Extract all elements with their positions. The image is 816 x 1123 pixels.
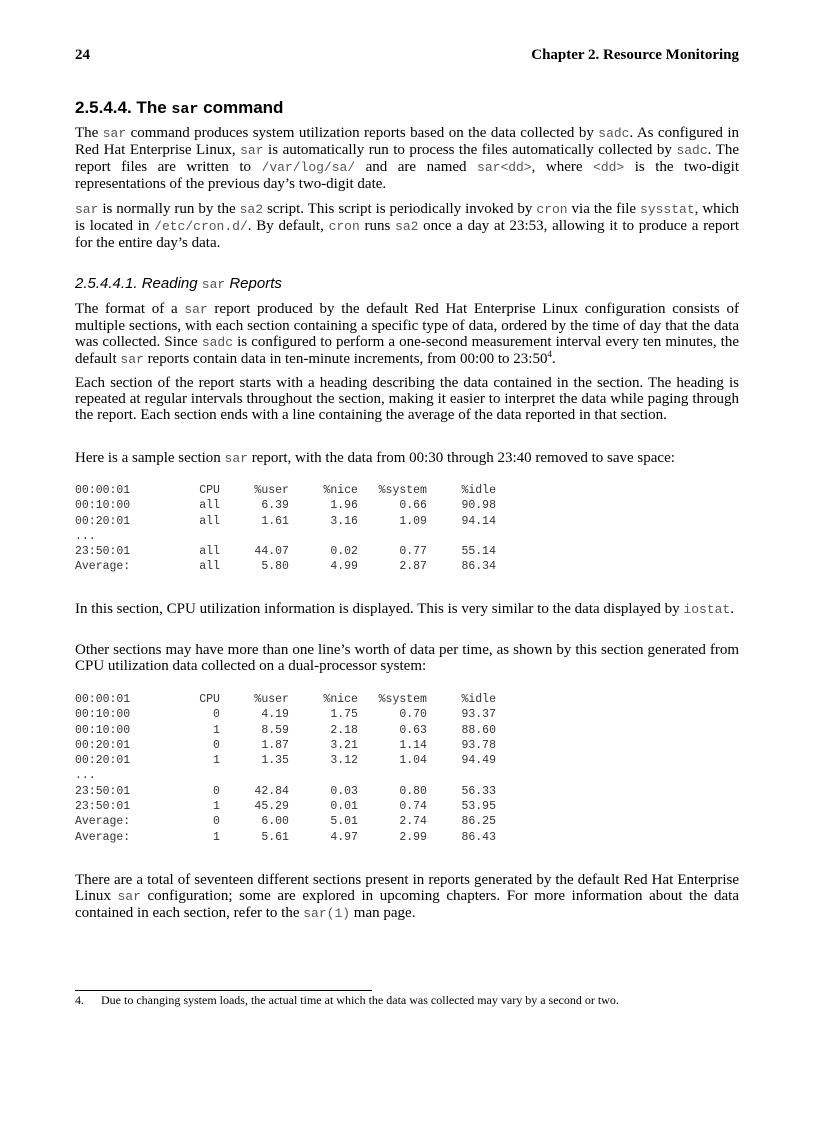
footnote-number: 4. bbox=[75, 993, 84, 1007]
running-header bbox=[75, 47, 739, 67]
paragraph-cpu-util: In this section, CPU utilization information is displayed. This is very similar to the data displayed by iostat. bbox=[75, 601, 734, 617]
paragraph-section-heading: Each section of the report starts with a heading describing the data contained in the section. The heading is repeated at regular intervals throughout the section, making it easier to interpret the data while paging through the report. Each section ends with a line containing the average of the data reported in that section. bbox=[75, 375, 739, 423]
footnote-ref: 4 bbox=[547, 349, 552, 359]
subsection-heading: 2.5.4.4.1. Reading sar Reports bbox=[75, 275, 282, 292]
chapter-title: Chapter 2. Resource Monitoring bbox=[531, 47, 739, 63]
page-number: 24 bbox=[75, 47, 90, 63]
paragraph-seventeen-sections: There are a total of seventeen different sections present in reports generated by the default Red Hat Enterprise Linux sar configuration; some are explored in upcoming chapters. For more information about the data contained in each section, refer to the sar(1) man page. bbox=[75, 872, 739, 921]
paragraph-sar-schedule: sar is normally run by the sa2 script. This script is periodically invoked by cron via the file sysstat, which is located in /etc/cron.d/. By default, cron runs sa2 once a day at 23:53, allowing it to produce a report for the entire day’s data. bbox=[75, 201, 740, 251]
sar-sample-table-single-cpu: 00:00:01 CPU %user %nice %system %idle 00:10:00 all 6.39 1.96 0.66 90.98 00:20:01 all 1.61 3.16 1.09 94.14 ... 23:50:01 all 44.07 0.02 0.77 55.14 Average: all 5.80 4.99 2.87 86.34 bbox=[75, 484, 496, 574]
paragraph-sample-intro: Here is a sample section sar report, with the data from 00:30 through 23:40 removed to save space: bbox=[75, 450, 675, 466]
footnote-divider bbox=[75, 990, 372, 991]
paragraph-sar-intro: The sar command produces system utilization reports based on the data collected by sadc. As configured in Red Hat Enterprise Linux, sar is automatically run to process the files automatically collected by sadc. The report files are written to /var/log/sa/ and are named sar<dd>, where <dd> is the two-digit representations of the previous day’s two-digit date. bbox=[75, 125, 740, 192]
sar-sample-table-dual-cpu: 00:00:01 CPU %user %nice %system %idle 00:10:00 0 4.19 1.75 0.70 93.37 00:10:00 1 8.59 2.18 0.63 88.60 00:20:01 0 1.87 3.21 1.14 93.78 00:20:01 1 1.35 3.12 1.04 94.49 ... 23:50:01 0 42.84 0.03 0.80 56.33 23:50:01 1 45.29 0.01 0.74 53.95 Average: 0 6.00 5.01 2.74 86.25 Average: 1 5.61 4.97 2.99 86.43 bbox=[75, 693, 496, 844]
footnote-text: Due to changing system loads, the actual time at which the data was collected may vary by a second or two. bbox=[101, 993, 619, 1007]
section-heading: 2.5.4.4. The sar command bbox=[75, 98, 284, 118]
paragraph-report-format: The format of a sar report produced by the default Red Hat Enterprise Linux configuration consists of multiple sections, with each section containing a specific type of data, ordered by the time of day that the data was collected. Since sadc is configured to perform a one-second measurement interval every ten minutes, the default sar reports contain data in ten-minute increments, from 00:00 to $23:50^4$. bbox=[75, 301, 739, 367]
paragraph-dual-processor: Other sections may have more than one line’s worth of data per time, as shown by this section generated from CPU utilization data collected on a dual-processor system: bbox=[75, 642, 739, 674]
